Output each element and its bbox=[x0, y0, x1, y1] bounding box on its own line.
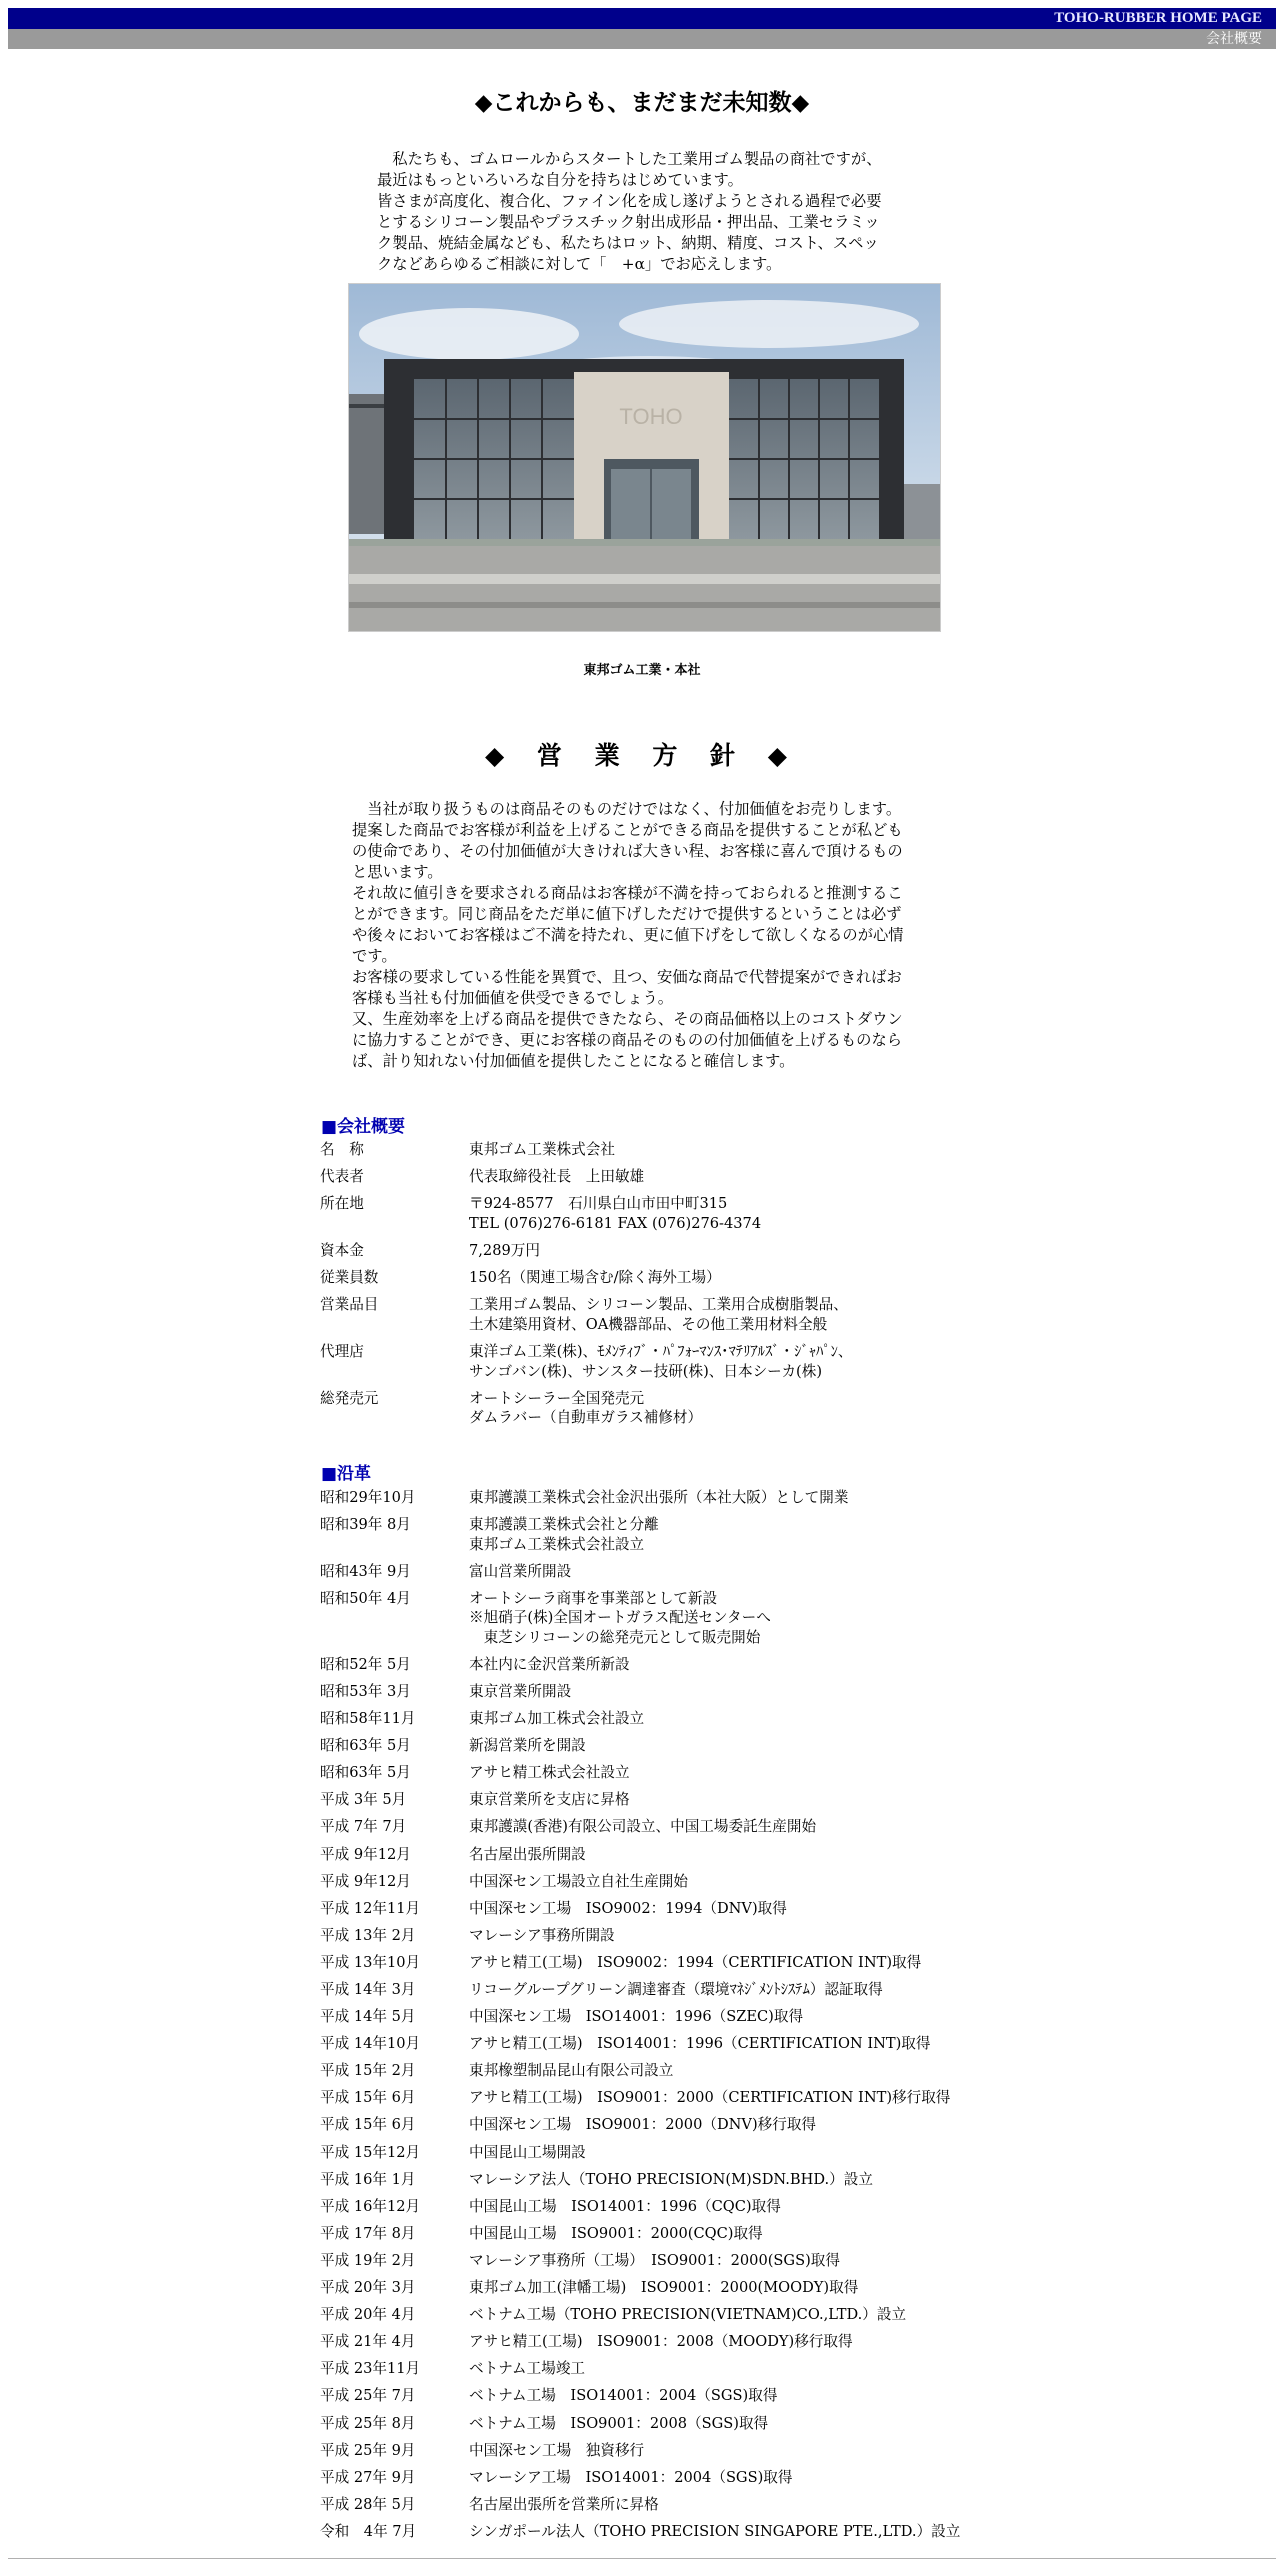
headquarters-illustration bbox=[349, 284, 940, 631]
history-event: 東邦護謨工業株式会社金沢出張所（本社大阪）として開業 bbox=[469, 1489, 849, 1506]
history-event: 中国深セン工場 ISO14001：1996（SZEC)取得 bbox=[469, 2008, 804, 2026]
history-date: 平成 28年 5月 bbox=[320, 2495, 416, 2513]
history-row bbox=[320, 1817, 1020, 1837]
history-event: 東邦橡塑制品昆山有限公司設立 bbox=[469, 2062, 674, 2080]
history-event: 中国昆山工場 ISO9001：2000(CQC)取得 bbox=[469, 2224, 763, 2242]
history-row bbox=[320, 1736, 1020, 1756]
history-date: 平成 16年12月 bbox=[320, 2197, 421, 2215]
history-date: 令和 4年 7月 bbox=[320, 2522, 417, 2540]
history-row bbox=[320, 1980, 1020, 2000]
profile-row bbox=[320, 1194, 1020, 1233]
profile-value: 〒924-8577 石川県白山市田中町315 TEL (076)276-6181 FAX (076)276-4374 bbox=[469, 1195, 762, 1232]
profile-label: 代理店 bbox=[320, 1343, 364, 1361]
policy-text: 当社が取り扱うものは商品そのものだけではなく、付加価値をお売りします。 提案した商品でお客様が利益を上げることができる商品を提供することが私ども の使命であり、その付加価値が大きければ大きい程、お客様に喜んで頂けるもの と思います。 それ故に値引きを要求される商品はお客様が不満を持っておられると推測するこ とができます。同じ商品をただ単に値下げしただけで提供するということは必ず や後々においてお客様はご不満を持たれ、更に値下げをして欲しくなるのが心情 です。 お客様の要求している性能を異質で、且つ、安価な商品で代替提案ができればお 客様も当社も付加価値を供受できるでしょう。 又、生産効率を上げる商品を提供できたなら、その商品価格以上のコストダウン に協力することができ、更にお客様の商品そのものの付加価値を上げるものなら ば、計り知れない付加価値を提供したことになると確信します。 bbox=[352, 800, 904, 1070]
history-event: マレーシア事務所開設 bbox=[469, 1926, 615, 1944]
history-event: リコーグループグリーン調達審査（環境ﾏﾈｼﾞﾒﾝﾄｼｽﾃﾑ）認証取得 bbox=[469, 1981, 883, 1998]
history-event: 新潟営業所を開設 bbox=[469, 1737, 586, 1755]
intro-headline: ◆これからも、まだまだ未知数◆ bbox=[474, 89, 810, 116]
history-event: 中国深セン工場設立自社生産開始 bbox=[469, 1872, 688, 1890]
history-row bbox=[320, 2061, 1020, 2081]
history-event: 名古屋出張所を営業所に昇格 bbox=[469, 2495, 659, 2513]
profile-label: 営業品目 bbox=[320, 1296, 379, 1314]
history-date: 平成 14年 5月 bbox=[320, 2008, 416, 2026]
history-date: 平成 3年 5月 bbox=[320, 1791, 407, 1809]
history-row bbox=[320, 1655, 1020, 1675]
history-event: 名古屋出張所開設 bbox=[469, 1845, 586, 1863]
history-event: 中国昆山工場 ISO14001：1996（CQC)取得 bbox=[469, 2197, 781, 2215]
history-date: 平成 15年12月 bbox=[320, 2143, 421, 2161]
history-row bbox=[320, 2332, 1020, 2352]
history-row bbox=[320, 2197, 1020, 2217]
history-event: 東京営業所を支店に昇格 bbox=[469, 1791, 630, 1809]
history-date: 昭和63年 5月 bbox=[320, 1737, 411, 1755]
site-title: TOHO-RUBBER HOME PAGE bbox=[1054, 10, 1262, 26]
history-date: 昭和63年 5月 bbox=[320, 1764, 411, 1782]
history-date: 平成 13年 2月 bbox=[320, 1926, 416, 1944]
history-row bbox=[320, 2278, 1020, 2298]
history-row bbox=[320, 1562, 1020, 1582]
profile-label: 所在地 bbox=[320, 1195, 364, 1213]
history-event: ベトナム工場 ISO9001：2008（SGS)取得 bbox=[469, 2414, 769, 2432]
profile-row bbox=[320, 1342, 1020, 1381]
history-date: 平成 25年 8月 bbox=[320, 2414, 416, 2432]
history-row bbox=[320, 2495, 1020, 2515]
profile-row bbox=[320, 1295, 1020, 1334]
site-title-bar bbox=[8, 8, 1276, 29]
history-date: 平成 15年 2月 bbox=[320, 2062, 416, 2080]
profile-value: 工業用ゴム製品、シリコーン製品、工業用合成樹脂製品、 土木建築用資材、OA機器部品、その他工業用材料全般 bbox=[469, 1296, 848, 1333]
history-date: 平成 20年 3月 bbox=[320, 2279, 416, 2297]
history-date: 平成 9年12月 bbox=[320, 1845, 411, 1863]
history-event: オートシーラ商事を事業部として新設 ※旭硝子(株)全国オートガラス配送センターへ 東芝シリコーンの総発売元として販売開始 bbox=[469, 1589, 771, 1646]
history-event: ベトナム工場竣工 bbox=[469, 2360, 586, 2378]
intro-text: 私たちも、ゴムロールからスタートした工業用ゴム製品の商社ですが、 最近はもっといろいろな自分を持ちはじめています。 皆さまが高度化、複合化、ファイン化を成し遂げようとされる過程で必要 とするシリコーン製品やプラスチック射出成形品・押出品、工業セラミッ ク製品、焼結金属なども、私たちはロット、納期、精度、コスト、スペッ クなどあらゆるご相談に対して「 +α」でお応えします。 bbox=[377, 150, 882, 273]
policy-headline: ◆ 営 業 方 針 ◆ bbox=[485, 741, 799, 770]
history-event: 東邦護謨工業株式会社と分離 東邦ゴム工業株式会社設立 bbox=[469, 1516, 659, 1553]
profile-label: 資本金 bbox=[320, 1242, 364, 1260]
history-event: アサヒ精工(工場) ISO14001：1996（CERTIFICATION INT)取得 bbox=[469, 2035, 931, 2053]
history-event: マレーシア事務所（工場） ISO9001：2000(SGS)取得 bbox=[469, 2251, 840, 2269]
history-date: 平成 12年11月 bbox=[320, 1899, 421, 1917]
profile-row bbox=[320, 1140, 1020, 1160]
history-row bbox=[320, 1953, 1020, 1973]
history-date: 平成 17年 8月 bbox=[320, 2224, 416, 2242]
history-date: 平成 19年 2月 bbox=[320, 2251, 416, 2269]
photo-caption: 東邦ゴム工業・本社 bbox=[583, 663, 701, 678]
history-event: 中国昆山工場開設 bbox=[469, 2143, 586, 2161]
history-event: 東邦ゴム加工(津幡工場) ISO9001：2000(MOODY)取得 bbox=[469, 2279, 859, 2297]
history-date: 昭和52年 5月 bbox=[320, 1655, 411, 1673]
profile-value: 代表取締役社長 上田敏雄 bbox=[469, 1168, 645, 1186]
history-event: ベトナム工場 ISO14001：2004（SGS)取得 bbox=[469, 2387, 778, 2405]
history-date: 平成 15年 6月 bbox=[320, 2089, 416, 2107]
history-event: 東邦護謨(香港)有限公司設立、中国工場委託生産開始 bbox=[469, 1818, 817, 1836]
history-date: 昭和50年 4月 bbox=[320, 1589, 411, 1607]
history-date: 平成 14年 3月 bbox=[320, 1981, 416, 1998]
history-row bbox=[320, 1790, 1020, 1810]
history-row bbox=[320, 1682, 1020, 1702]
building-sign: TOHO bbox=[619, 404, 683, 429]
history-row bbox=[320, 2359, 1020, 2379]
history-row bbox=[320, 2441, 1020, 2461]
history-event: マレーシア工場 ISO14001：2004（SGS)取得 bbox=[469, 2468, 793, 2486]
profile-label: 代表者 bbox=[320, 1168, 364, 1186]
history-section-title: ■沿革 bbox=[321, 1464, 372, 1484]
history-row bbox=[320, 1709, 1020, 1729]
history-row bbox=[320, 2251, 1020, 2271]
history-row bbox=[320, 2522, 1020, 2542]
history-date: 昭和58年11月 bbox=[320, 1710, 416, 1728]
history-event: シンガポール法人（TOHO PRECISION SINGAPORE PTE.,LTD.）設立 bbox=[469, 2522, 961, 2540]
history-row bbox=[320, 1872, 1020, 1892]
profile-value: オートシーラー全国発売元 ダムラバー（自動車ガラス補修材） bbox=[469, 1389, 703, 1427]
history-row bbox=[320, 1899, 1020, 1919]
profile-table bbox=[320, 1140, 1020, 1436]
history-row bbox=[320, 2034, 1020, 2054]
profile-value: 150名（関連工場含む/除く海外工場） bbox=[469, 1269, 721, 1287]
history-row bbox=[320, 2414, 1020, 2434]
profile-label: 名 称 bbox=[320, 1141, 364, 1158]
history-date: 平成 9年12月 bbox=[320, 1872, 411, 1890]
history-event: アサヒ精工(工場) ISO9001：2000（CERTIFICATION INT)移行取得 bbox=[469, 2089, 951, 2107]
history-event: マレーシア法人（TOHO PRECISION(M)SDN.BHD.）設立 bbox=[469, 2170, 873, 2188]
profile-row bbox=[320, 1389, 1020, 1428]
history-event: ベトナム工場（TOHO PRECISION(VIETNAM)CO.,LTD.）設立 bbox=[469, 2306, 907, 2324]
history-row bbox=[320, 2170, 1020, 2190]
history-row bbox=[320, 2007, 1020, 2027]
profile-label: 総発売元 bbox=[320, 1389, 379, 1407]
history-row bbox=[320, 2386, 1020, 2406]
profile-label: 従業員数 bbox=[320, 1269, 379, 1287]
history-date: 平成 25年 7月 bbox=[320, 2387, 416, 2405]
history-row bbox=[320, 1926, 1020, 1946]
history-event: アサヒ精工株式会社設立 bbox=[469, 1764, 630, 1782]
history-row bbox=[320, 1845, 1020, 1865]
history-date: 昭和43年 9月 bbox=[320, 1562, 411, 1580]
profile-value: 7,289万円 bbox=[469, 1242, 540, 1260]
headquarters-photo bbox=[348, 283, 941, 632]
history-date: 平成 23年11月 bbox=[320, 2360, 421, 2378]
history-date: 昭和29年10月 bbox=[320, 1489, 416, 1506]
page-label: 会社概要 bbox=[1206, 31, 1262, 47]
history-row bbox=[320, 2115, 1020, 2135]
history-date: 平成 27年 9月 bbox=[320, 2468, 416, 2486]
history-date: 昭和39年 8月 bbox=[320, 1516, 411, 1534]
history-event: 東邦ゴム加工株式会社設立 bbox=[469, 1710, 645, 1728]
history-row bbox=[320, 2224, 1020, 2244]
profile-row bbox=[320, 1268, 1020, 1288]
history-row bbox=[320, 2305, 1020, 2325]
history-row bbox=[320, 1488, 1020, 1508]
profile-row bbox=[320, 1167, 1020, 1187]
profile-row bbox=[320, 1241, 1020, 1261]
history-date: 昭和53年 3月 bbox=[320, 1682, 411, 1700]
history-date: 平成 13年10月 bbox=[320, 1953, 421, 1971]
profile-value: 東洋ゴム工業(株)、ﾓﾒﾝﾃｨﾌﾞ・ﾊﾟﾌｫｰﾏﾝｽ･ﾏﾃﾘｱﾙｽﾞ・ｼﾞｬﾊﾟﾝ、 サンゴバン(株)、サンスター技研(株)、日本シーカ(株) bbox=[469, 1343, 853, 1380]
history-row bbox=[320, 2143, 1020, 2163]
history-row bbox=[320, 1763, 1020, 1783]
history-table bbox=[320, 1488, 1020, 2549]
history-event: 東京営業所開設 bbox=[469, 1682, 572, 1700]
history-date: 平成 20年 4月 bbox=[320, 2306, 416, 2324]
history-row bbox=[320, 2088, 1020, 2108]
history-event: 中国深セン工場 独資移行 bbox=[469, 2441, 645, 2459]
profile-value: 東邦ゴム工業株式会社 bbox=[469, 1141, 615, 1158]
bottom-divider bbox=[8, 2558, 1276, 2559]
history-date: 平成 16年 1月 bbox=[320, 2170, 416, 2188]
history-event: アサヒ精工(工場) ISO9001：2008（MOODY)移行取得 bbox=[469, 2333, 853, 2351]
history-event: 中国深セン工場 ISO9002：1994（DNV)取得 bbox=[469, 1899, 787, 1917]
history-event: 中国深セン工場 ISO9001：2000（DNV)移行取得 bbox=[469, 2116, 817, 2134]
profile-section-title: ■会社概要 bbox=[321, 1117, 406, 1137]
history-date: 平成 21年 4月 bbox=[320, 2333, 416, 2351]
history-date: 平成 14年10月 bbox=[320, 2035, 421, 2053]
page-label-bar bbox=[8, 29, 1276, 49]
history-row bbox=[320, 2468, 1020, 2488]
history-event: 本社内に金沢営業所新設 bbox=[469, 1655, 630, 1673]
history-date: 平成 7年 7月 bbox=[320, 1818, 407, 1836]
history-event: アサヒ精工(工場) ISO9002：1994（CERTIFICATION INT)取得 bbox=[469, 1953, 922, 1971]
history-date: 平成 25年 9月 bbox=[320, 2441, 416, 2459]
history-row bbox=[320, 1589, 1020, 1648]
history-row bbox=[320, 1515, 1020, 1554]
history-date: 平成 15年 6月 bbox=[320, 2116, 416, 2134]
history-event: 富山営業所開設 bbox=[469, 1562, 572, 1580]
